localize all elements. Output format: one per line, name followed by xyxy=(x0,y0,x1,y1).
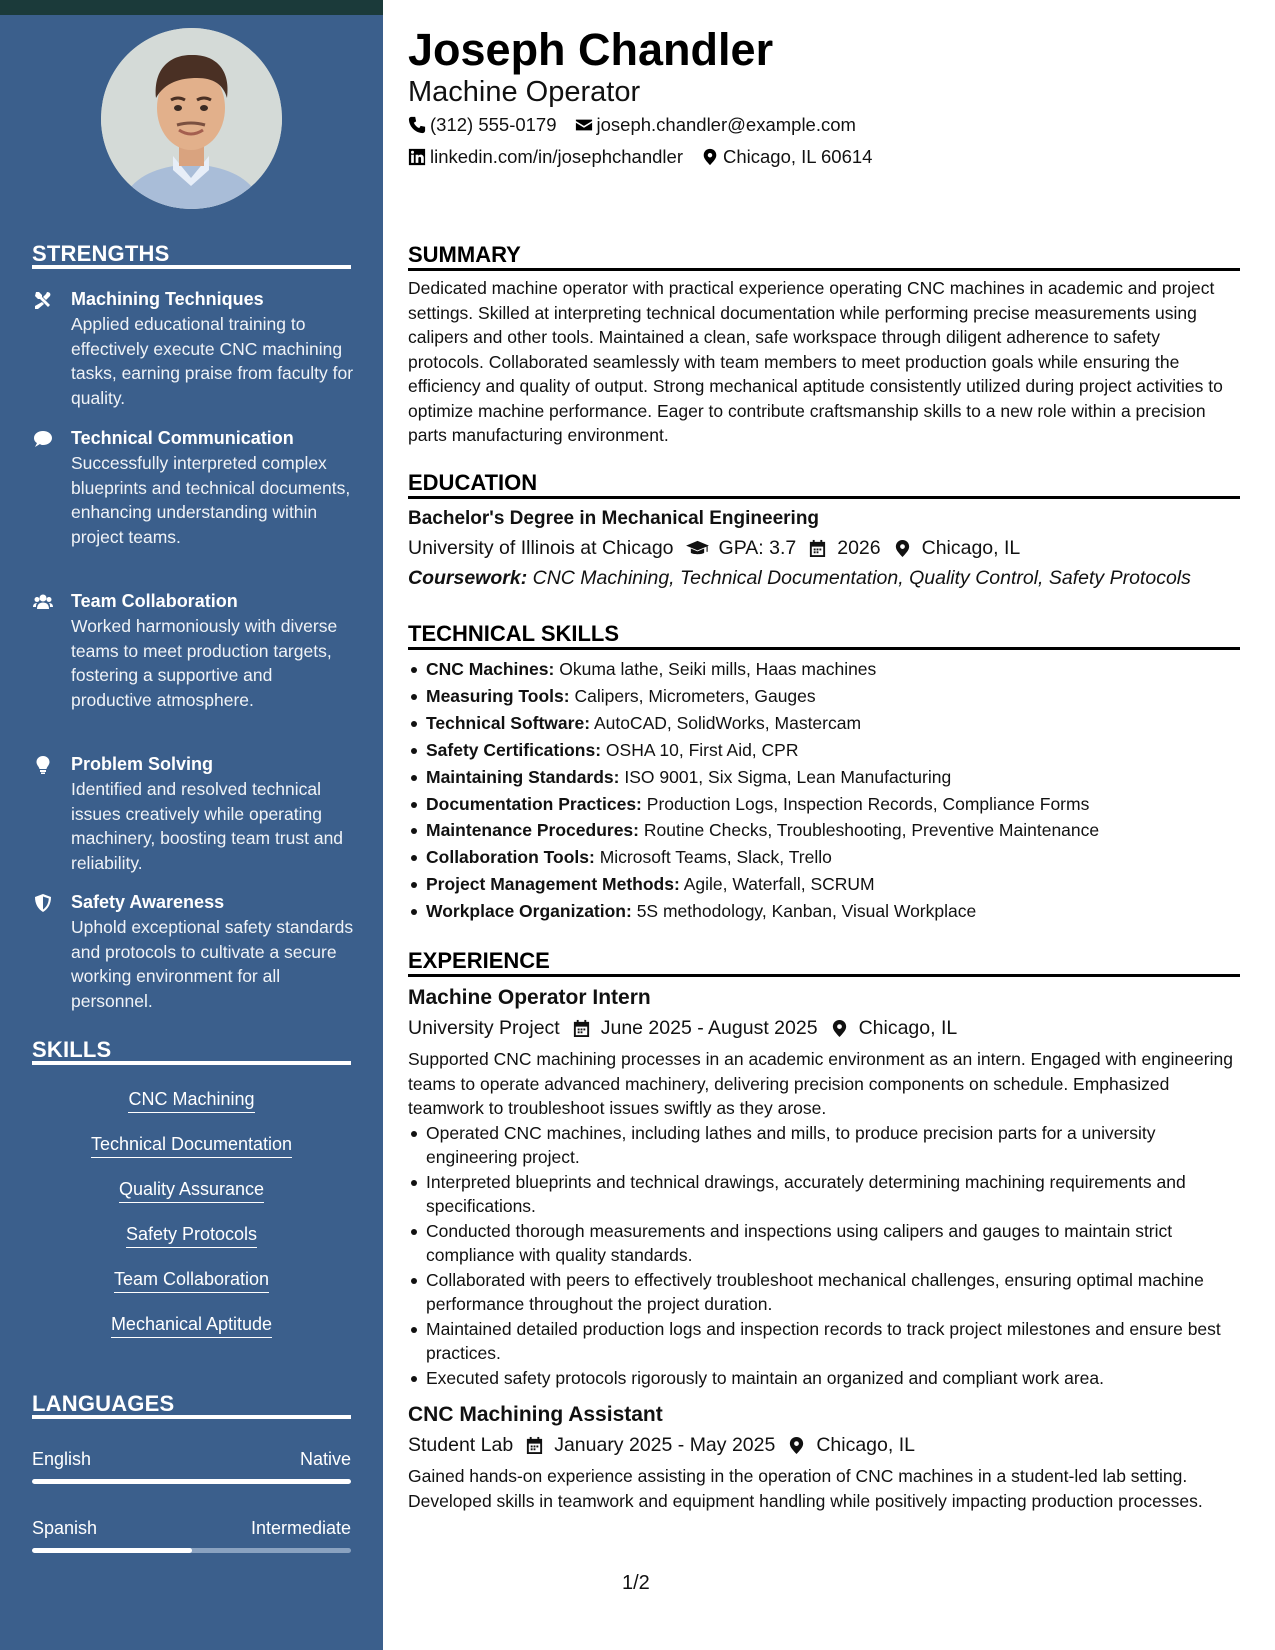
language-row xyxy=(32,1515,351,1541)
language-proficiency-bar xyxy=(32,1548,351,1553)
list-item: Conducted thorough measurements and inspections using calipers and gauges to maintain strict compliance with quality standards. xyxy=(408,1219,1240,1268)
strength-description: Worked harmoniously with diverse teams to meet production targets, fostering a supportive and productive atmosphere. xyxy=(71,616,338,710)
sidebar xyxy=(0,0,383,1650)
shield-icon xyxy=(32,893,54,913)
strength-description: Uphold exceptional safety standards and protocols to cultivate a secure working environment for all personnel. xyxy=(71,917,354,1011)
calendar-icon xyxy=(525,1436,544,1455)
contact-line xyxy=(408,144,890,170)
education-section xyxy=(408,467,1240,593)
skills-list xyxy=(32,1086,351,1346)
list-item: Project Management Methods: Agile, Waterfall, SCRUM xyxy=(408,871,1240,898)
avatar xyxy=(101,28,282,209)
phone-icon xyxy=(408,116,426,134)
strength-description: Applied educational training to effectively execute CNC machining tasks, earning praise from faculty for quality. xyxy=(71,314,354,408)
education-year: 2026 xyxy=(808,533,880,563)
technical-skills-heading: TECHNICAL SKILLS xyxy=(408,618,1240,650)
list-item: Collaborated with peers to effectively troubleshoot mechanical challenges, ensuring optimal machine performance throughout the project duration. xyxy=(408,1268,1240,1317)
job-meta xyxy=(408,1430,1240,1460)
education-school: University of Illinois at Chicago xyxy=(408,537,674,559)
education-heading: EDUCATION xyxy=(408,467,1240,499)
graduation-cap-icon xyxy=(686,539,709,558)
job-title: CNC Machining Assistant xyxy=(408,1403,663,1426)
list-item: Interpreted blueprints and technical drawings, accurately determining machining requirements and specifications. xyxy=(408,1170,1240,1219)
job-meta xyxy=(408,1013,1240,1043)
list-item: Measuring Tools: Calipers, Micrometers, Gauges xyxy=(408,683,1240,710)
envelope-icon xyxy=(575,116,593,134)
language-name: Spanish xyxy=(32,1518,98,1538)
experience-heading: EXPERIENCE xyxy=(408,945,1240,977)
list-item: Workplace Organization: 5S methodology, Kanban, Visual Workplace xyxy=(408,898,1240,925)
strength-description: Successfully interpreted complex blueprints and technical documents, enhancing understanding within project teams. xyxy=(71,453,351,547)
contact-line xyxy=(408,112,874,138)
strength-title: Safety Awareness xyxy=(71,892,225,912)
language-level: Intermediate xyxy=(250,1518,351,1538)
strength-title: Team Collaboration xyxy=(71,591,238,611)
list-item: Maintaining Standards: ISO 9001, Six Sigma, Lean Manufacturing xyxy=(408,764,1240,791)
skill-tag: Team Collaboration xyxy=(32,1266,351,1292)
list-item: Operated CNC machines, including lathes and mills, to produce precision parts for a university engineering project. xyxy=(408,1121,1240,1170)
job-description: Gained hands-on experience assisting in the operation of CNC machines in a student-led lab setting. Developed skills in teamwork and equipment handling while positively impacting production processes. xyxy=(408,1466,1203,1511)
technical-skills-list xyxy=(408,656,1240,925)
job-location: Chicago, IL xyxy=(787,1430,915,1460)
education-degree: Bachelor's Degree in Mechanical Engineering xyxy=(408,508,820,529)
strength-title: Problem Solving xyxy=(71,754,214,774)
map-pin-icon xyxy=(701,148,719,166)
job-title: Machine Operator Intern xyxy=(408,986,651,1009)
page-number: 1/2 xyxy=(622,1572,650,1594)
language-proficiency-fill xyxy=(32,1548,192,1553)
strengths-section xyxy=(32,239,351,269)
technical-skills-section xyxy=(408,618,1240,925)
language-level: Native xyxy=(299,1449,351,1469)
language-name: English xyxy=(32,1449,92,1469)
contact-linkedin[interactable]: linkedin.com/in/josephchandler xyxy=(408,144,683,170)
skills-heading: SKILLS xyxy=(32,1035,351,1065)
job-bullets xyxy=(408,1121,1240,1391)
map-pin-icon xyxy=(830,1019,849,1038)
language-proficiency-bar xyxy=(32,1479,351,1484)
comment-icon xyxy=(32,429,54,449)
contact-phone[interactable]: (312) 555-0179 xyxy=(408,112,557,138)
list-item: CNC Machines: Okuma lathe, Seiki mills, Haas machines xyxy=(408,656,1240,683)
skills-section xyxy=(32,1035,351,1065)
education-location: Chicago, IL xyxy=(893,533,1021,563)
candidate-name: Joseph Chandler xyxy=(408,24,774,75)
contact-location: Chicago, IL 60614 xyxy=(701,144,872,170)
summary-heading: SUMMARY xyxy=(408,239,1240,271)
map-pin-icon xyxy=(893,539,912,558)
education-meta xyxy=(408,533,1240,563)
map-pin-icon xyxy=(787,1436,806,1455)
experience-section xyxy=(408,945,1240,1513)
users-icon xyxy=(32,592,54,612)
sidebar-top-bar xyxy=(0,0,383,15)
strengths-heading: STRENGTHS xyxy=(32,239,351,269)
strength-title: Machining Techniques xyxy=(71,289,264,309)
language-row xyxy=(32,1446,351,1472)
languages-heading: LANGUAGES xyxy=(32,1389,351,1419)
languages-section xyxy=(32,1389,351,1419)
job-dates: June 2025 - August 2025 xyxy=(572,1013,818,1043)
skill-tag: Safety Protocols xyxy=(32,1221,351,1247)
list-item: Executed safety protocols rigorously to maintain an organized and compliant work area. xyxy=(408,1366,1240,1391)
list-item: Documentation Practices: Production Logs, Inspection Records, Compliance Forms xyxy=(408,791,1240,818)
list-item: Maintained detailed production logs and inspection records to track project milestones and ensure best practices. xyxy=(408,1317,1240,1366)
strength-description: Identified and resolved technical issues creatively while operating machinery, boosting team trust and reliability. xyxy=(71,779,344,873)
lightbulb-icon xyxy=(32,755,54,775)
strength-title: Technical Communication xyxy=(71,428,294,448)
skill-tag: Mechanical Aptitude xyxy=(32,1311,351,1337)
skill-tag: Technical Documentation xyxy=(32,1131,351,1157)
tools-icon xyxy=(32,290,54,310)
list-item: Safety Certifications: OSHA 10, First Aid, CPR xyxy=(408,737,1240,764)
education-gpa: GPA: 3.7 xyxy=(686,533,797,563)
skill-tag: Quality Assurance xyxy=(32,1176,351,1202)
list-item: Collaboration Tools: Microsoft Teams, Slack, Trello xyxy=(408,844,1240,871)
education-coursework: Coursework: CNC Machining, Technical Documentation, Quality Control, Safety Protocols xyxy=(408,567,1191,589)
job-org: University Project xyxy=(408,1017,560,1039)
languages-list xyxy=(32,1446,351,1556)
candidate-title: Machine Operator xyxy=(408,76,641,108)
language-proficiency-fill xyxy=(32,1479,351,1484)
list-item: Maintenance Procedures: Routine Checks, Troubleshooting, Preventive Maintenance xyxy=(408,817,1240,844)
summary-text: Dedicated machine operator with practical experience operating CNC machines in academic and project settings. Skilled at interpreting technical documentation while performing precise measurements using calipers and other tools. Maintained a clean, safe workspace through diligent adherence to safety protocols. Collaborated seamlessly with team members to meet production goals while ensuring the efficiency and quality of output. Strong mechanical aptitude consistently utilized during project activities to optimize machine performance. Eager to contribute craftsmanship skills to a new role within a precision parts manufacturing environment. xyxy=(408,278,1223,445)
job-description: Supported CNC machining processes in an academic environment as an intern. Engaged with engineering teams to operate advanced machinery, delivering precision components on schedule. Emphasized teamwork to troubleshoot issues swiftly as they arose. xyxy=(408,1049,1233,1118)
job-location: Chicago, IL xyxy=(830,1013,958,1043)
list-item: Technical Software: AutoCAD, SolidWorks, Mastercam xyxy=(408,710,1240,737)
calendar-icon xyxy=(808,539,827,558)
linkedin-icon xyxy=(408,148,426,166)
job-org: Student Lab xyxy=(408,1434,514,1456)
job-dates: January 2025 - May 2025 xyxy=(525,1430,775,1460)
contact-email[interactable]: joseph.chandler@example.com xyxy=(575,112,856,138)
calendar-icon xyxy=(572,1019,591,1038)
summary-section xyxy=(408,239,1240,448)
skill-tag: CNC Machining xyxy=(32,1086,351,1112)
